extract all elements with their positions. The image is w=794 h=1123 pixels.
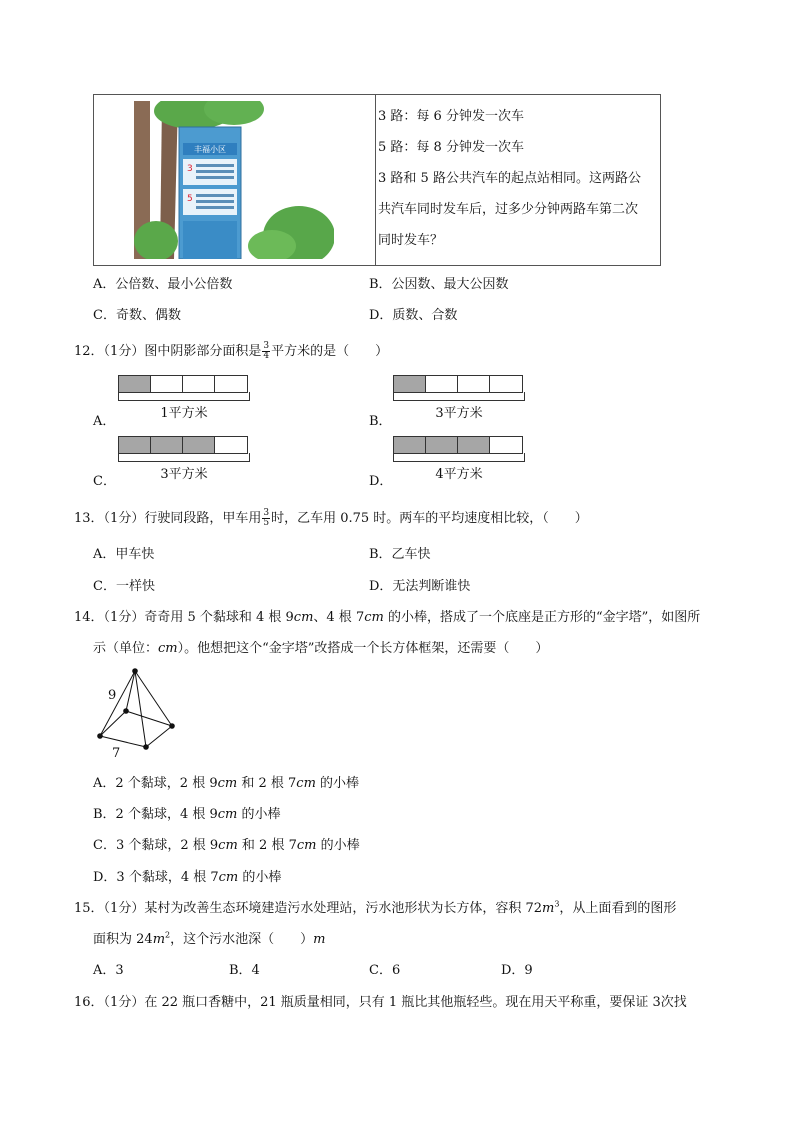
bar-cell xyxy=(119,376,151,392)
q11-line-1: 3 路：每 6 分钟发一次车 xyxy=(378,109,524,124)
opt-text: 的小棒 xyxy=(315,776,360,791)
q11-option-d[interactable]: D．质数、合数 xyxy=(369,308,458,323)
q15-unit-m: m xyxy=(152,932,166,947)
q15-text-c: 面积为 24 xyxy=(93,932,153,947)
q11-table xyxy=(93,94,661,266)
q11-line-5: 同时发车？ xyxy=(378,233,444,248)
q14-line-1 xyxy=(74,606,700,625)
opt-text: 的小棒 xyxy=(316,838,360,853)
sign-route-3: 3 xyxy=(187,164,193,174)
q12-label-a[interactable]: A． xyxy=(93,414,116,429)
q15-line-2 xyxy=(93,928,325,947)
q14-text-b: 、4 根 7 xyxy=(313,610,365,625)
opt-text: 的小棒 xyxy=(237,807,281,822)
q14-unit: cm xyxy=(296,838,317,853)
q11-option-b[interactable]: B．公因数、最大公因数 xyxy=(369,277,509,292)
bar-cell xyxy=(490,376,522,392)
q15-text-b: ，从上面看到的图形 xyxy=(559,901,677,916)
q14-text-c: 的小棒，搭成了一个底座是正方形的“金字塔”，如图所 xyxy=(383,610,701,625)
bar-cell xyxy=(119,437,151,453)
q12-stem-b: 平方米的是（ ） xyxy=(271,344,389,359)
bar-cell xyxy=(394,437,426,453)
q12-fraction xyxy=(262,342,270,361)
q14-text-e: ）。他想把这个“金字塔”改搭成一个长方体框架，还需要（ ） xyxy=(177,641,549,656)
sign-route-5: 5 xyxy=(187,194,193,204)
bar-cell xyxy=(151,437,183,453)
q14-unit: cm xyxy=(218,838,238,853)
opt-text: 和 2 根 7 xyxy=(237,776,297,791)
bar-cell xyxy=(426,376,458,392)
q13-option-c[interactable]: C．一样快 xyxy=(93,579,155,594)
q11-option-c[interactable]: C．奇数、偶数 xyxy=(93,308,181,323)
q12-frac-den: 4 xyxy=(263,351,270,361)
fig-label-7: 7 xyxy=(112,746,121,760)
q14-unit: cm xyxy=(364,610,384,625)
q12-label-c[interactable]: C． xyxy=(93,474,116,489)
q12-bar-a xyxy=(118,375,248,393)
q12-caption-a: 1平方米 xyxy=(160,406,208,421)
q14-line-2 xyxy=(93,637,548,656)
q13-option-d[interactable]: D．无法判断谁快 xyxy=(369,579,471,594)
clay-ball xyxy=(132,668,138,674)
q12-brace-d xyxy=(393,453,525,462)
q14-text-a: 14．（1分）奇奇用 5 个黏球和 4 根 9 xyxy=(74,610,294,625)
q15-option-b[interactable]: B．4 xyxy=(229,963,260,978)
opt-text: B．2 个黏球，4 根 9 xyxy=(93,807,218,822)
bar-cell xyxy=(458,376,490,392)
q12-brace-b xyxy=(393,392,525,401)
q14-unit: cm xyxy=(218,870,239,885)
q15-unit-m: m xyxy=(313,932,326,947)
q14-unit: cm xyxy=(296,776,316,791)
q13-option-b[interactable]: B．乙车快 xyxy=(369,547,431,562)
q15-text-d: ，这个污水池深（ ） xyxy=(170,932,314,947)
q12-caption-c: 3平方米 xyxy=(160,467,208,482)
clay-ball xyxy=(97,733,103,739)
q15-line-1 xyxy=(74,897,676,916)
q11-option-a[interactable]: A．公倍数、最小公倍数 xyxy=(93,277,233,292)
opt-text: A．2 个黏球，2 根 9 xyxy=(93,776,218,791)
q12-label-d[interactable]: D． xyxy=(369,474,393,489)
q12-caption-b: 3平方米 xyxy=(435,406,483,421)
clay-ball xyxy=(143,744,149,750)
bar-cell xyxy=(458,437,490,453)
q16-line-1: 16．（1分）在 22 瓶口香糖中，21 瓶质量相同，只有 1 瓶比其他瓶轻些。现在用天平称重，要保证 3次找 xyxy=(74,995,687,1010)
q13-frac-num: 3 xyxy=(263,508,270,518)
q15-sup-3: 3 xyxy=(554,899,560,909)
q14-unit: cm xyxy=(293,610,314,625)
q14-option-a[interactable] xyxy=(93,772,359,791)
q12-bar-c xyxy=(118,436,248,454)
q14-unit: cm xyxy=(217,807,238,822)
q11-line-4: 共汽车同时发车后，过多少分钟两路车第二次 xyxy=(378,202,639,217)
q13-option-a[interactable]: A．甲车快 xyxy=(93,547,155,562)
q13-fraction xyxy=(262,509,270,528)
q12-stem xyxy=(74,340,388,361)
bar-cell xyxy=(215,437,247,453)
q12-caption-d: 4平方米 xyxy=(435,467,483,482)
q12-brace-c xyxy=(118,453,250,462)
q15-text-a: 15．（1分）某村为改善生态环境建造污水处理站，污水池形状为长方体，容积 72 xyxy=(74,901,542,916)
q14-option-c[interactable] xyxy=(93,834,360,853)
q13-stem-a: 13．（1分）行驶同段路，甲车用 xyxy=(74,511,262,526)
q15-unit-m: m xyxy=(542,901,555,916)
bar-cell xyxy=(394,376,426,392)
bar-cell xyxy=(183,437,215,453)
q11-line-3: 3 路和 5 路公共汽车的起点站相同。这两路公 xyxy=(378,171,641,186)
q14-unit: cm xyxy=(158,641,178,656)
q12-bar-b xyxy=(393,375,523,393)
q12-frac-num: 3 xyxy=(263,341,270,351)
bar-cell xyxy=(215,376,247,392)
bar-cell xyxy=(151,376,183,392)
sign-base xyxy=(183,221,237,259)
table-divider xyxy=(375,95,376,265)
q12-bar-d xyxy=(393,436,523,454)
q12-stem-a: 12．（1分）图中阴影部分面积是 xyxy=(74,344,262,359)
pyramid-figure xyxy=(90,665,190,760)
q15-option-c[interactable]: C．6 xyxy=(369,963,401,978)
q13-frac-den: 5 xyxy=(263,518,270,528)
bar-cell xyxy=(426,437,458,453)
bus-stop-illustration xyxy=(134,101,334,259)
q13-stem-b: 时，乙车用 0.75 时。两车的平均速度相比较，（ ） xyxy=(271,511,588,526)
q14-unit: cm xyxy=(217,776,238,791)
clay-ball xyxy=(169,723,175,729)
clay-ball xyxy=(123,708,129,714)
sign-title: 丰福小区 xyxy=(194,145,226,154)
q14-option-b[interactable] xyxy=(93,803,281,822)
q14-option-d[interactable] xyxy=(93,866,281,885)
q13-stem xyxy=(74,507,588,528)
q15-option-d[interactable]: D．9 xyxy=(501,963,533,978)
opt-text: C．3 个黏球，2 根 9 xyxy=(93,838,219,853)
opt-text: 的小棒 xyxy=(238,870,282,885)
bar-cell xyxy=(490,437,522,453)
q14-text-d: 示（单位： xyxy=(93,641,159,656)
bar-cell xyxy=(183,376,215,392)
q15-sup-2: 2 xyxy=(165,930,171,940)
q12-label-b[interactable]: B． xyxy=(369,414,392,429)
q12-brace-a xyxy=(118,392,250,401)
opt-text: 和 2 根 7 xyxy=(237,838,297,853)
q15-option-a[interactable]: A．3 xyxy=(93,963,124,978)
q11-line-2: 5 路：每 8 分钟发一次车 xyxy=(378,140,524,155)
fig-label-9: 9 xyxy=(108,688,117,703)
opt-text: D．3 个黏球，4 根 7 xyxy=(93,870,219,885)
